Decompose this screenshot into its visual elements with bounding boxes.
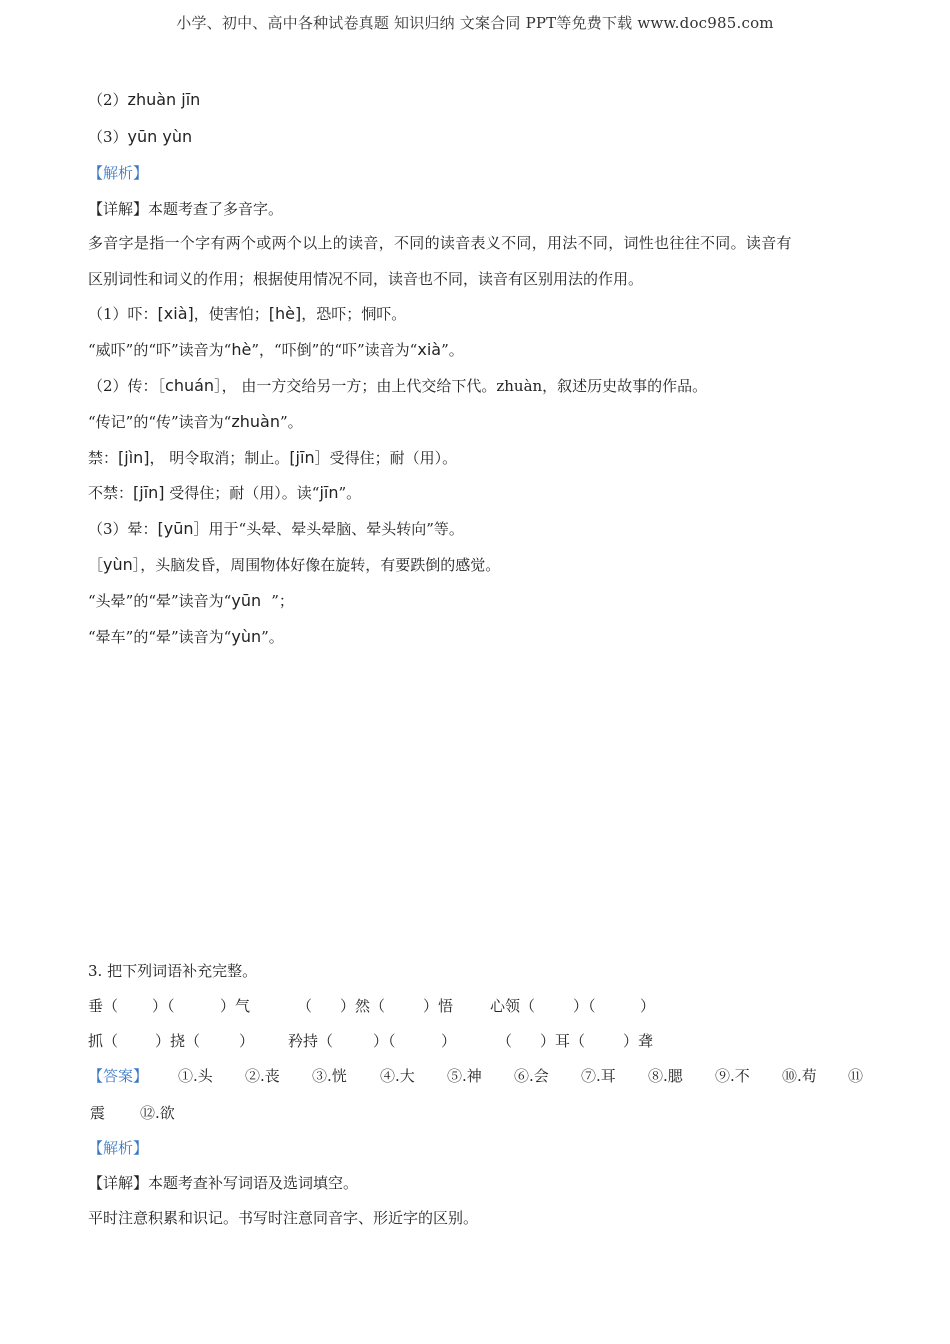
fill-blank-text: ） [239, 1032, 255, 1050]
answer-item: 震 [90, 1104, 106, 1122]
item-number: （2） [88, 91, 128, 109]
detail-tag: 【详解】 [88, 1174, 149, 1192]
analysis-tag: 【解析】 [88, 164, 149, 182]
fill-blank-text: 心领（ [490, 997, 536, 1015]
fill-blank-text: ）（ [152, 997, 175, 1015]
answer-item-2 [88, 90, 200, 110]
pinyin: zhuàn jīn [127, 90, 201, 109]
answer-item: ⑩.苟 [782, 1067, 817, 1085]
fill-blank-text: ）悟 [423, 997, 454, 1015]
answer-item: ③.恍 [312, 1067, 347, 1085]
answer-item: ④.大 [380, 1067, 415, 1085]
fill-blank-text: ）（ [373, 1032, 396, 1050]
fill-blank-text: （ [297, 997, 313, 1015]
answer-item: ⑨.不 [715, 1067, 750, 1085]
item-number: （3） [88, 128, 128, 146]
explanation-line: “威吓”的“吓”读音为“hè”，“吓倒”的“吓”读音为“xià”。 [88, 340, 464, 359]
answer-item: ⑤.神 [447, 1067, 482, 1085]
answer-item: ⑪ [848, 1067, 864, 1085]
explanation-line: （1）吓：[xià]，使害怕；[hè]，恐吓；恫吓。 [88, 304, 407, 323]
explanation-line: “头晕”的“晕”读音为“yūn ”； [88, 591, 294, 610]
answer-item: ⑧.腮 [648, 1067, 683, 1085]
fill-blank-text: （ [497, 1032, 513, 1050]
fill-blank-text: ）耳（ [540, 1032, 586, 1050]
paragraph: 多音字是指一个字有两个或两个以上的读音，不同的读音表义不同，用法不同，词性也往往不同。读音有 [88, 234, 792, 252]
fill-blank-text: ）气 [220, 997, 251, 1015]
answer-item-3 [88, 127, 192, 147]
pinyin: yūn yùn [127, 127, 193, 146]
explanation-line: “传记”的“传”读音为“zhuàn”。 [88, 412, 303, 431]
analysis-tag: 【解析】 [88, 1139, 149, 1157]
fill-blank-text: 抓（ [88, 1032, 119, 1050]
fill-blank-text: ）挠（ [155, 1032, 201, 1050]
answer-tag: 【答案】 [88, 1067, 149, 1085]
fill-blank-text: ） [640, 997, 656, 1015]
page-header: 小学、初中、高中各种试卷真题 知识归纳 文案合同 PPT等免费下载 www.doc985.com [176, 14, 774, 32]
detail-tag: 【详解】 [88, 200, 149, 218]
fill-blank-text: 垂（ [88, 997, 119, 1015]
fill-blank-text: ） [441, 1032, 457, 1050]
explanation-line: ［yùn］，头脑发昏，周围物体好像在旋转，有要跌倒的感觉。 [88, 555, 501, 574]
explanation-line: 禁：[jìn]， 明令取消；制止。[jīn］受得住；耐（用）。 [88, 448, 458, 467]
fill-blank-text: ）聋 [623, 1032, 654, 1050]
fill-blank-text: 矜持（ [288, 1032, 334, 1050]
fill-blank-text: ）然（ [340, 997, 386, 1015]
paragraph: 区别词性和词义的作用；根据使用情况不同，读音也不同，读音有区别用法的作用。 [88, 270, 644, 288]
answer-item: ②.丧 [245, 1067, 280, 1085]
detail-line [88, 199, 283, 219]
detail-line [88, 1173, 358, 1193]
answer-item: ⑥.会 [514, 1067, 549, 1085]
detail-text: 本题考查补写词语及选词填空。 [148, 1174, 359, 1192]
question-title: 3. 把下列词语补充完整。 [88, 962, 258, 980]
explanation-line: “晕车”的“晕”读音为“yùn”。 [88, 627, 284, 646]
explanation-line: （2）传：［chuán］， 由一方交给另一方；由上代交给下代。zhuàn，叙述历史故事的作品。 [88, 376, 708, 395]
answer-item: ①.头 [178, 1067, 213, 1085]
paragraph: 平时注意积累和识记。书写时注意同音字、形近字的区别。 [88, 1209, 479, 1227]
answer-item: ⑦.耳 [581, 1067, 616, 1085]
explanation-line: （3）晕：[yūn］用于“头晕、晕头晕脑、晕头转向”等。 [88, 519, 464, 538]
fill-blank-text: ）（ [573, 997, 596, 1015]
detail-text: 本题考查了多音字。 [148, 200, 284, 218]
explanation-line: 不禁：[jīn] 受得住；耐（用）。读“jīn”。 [88, 483, 362, 502]
answer-item: ⑫.欲 [140, 1104, 175, 1122]
